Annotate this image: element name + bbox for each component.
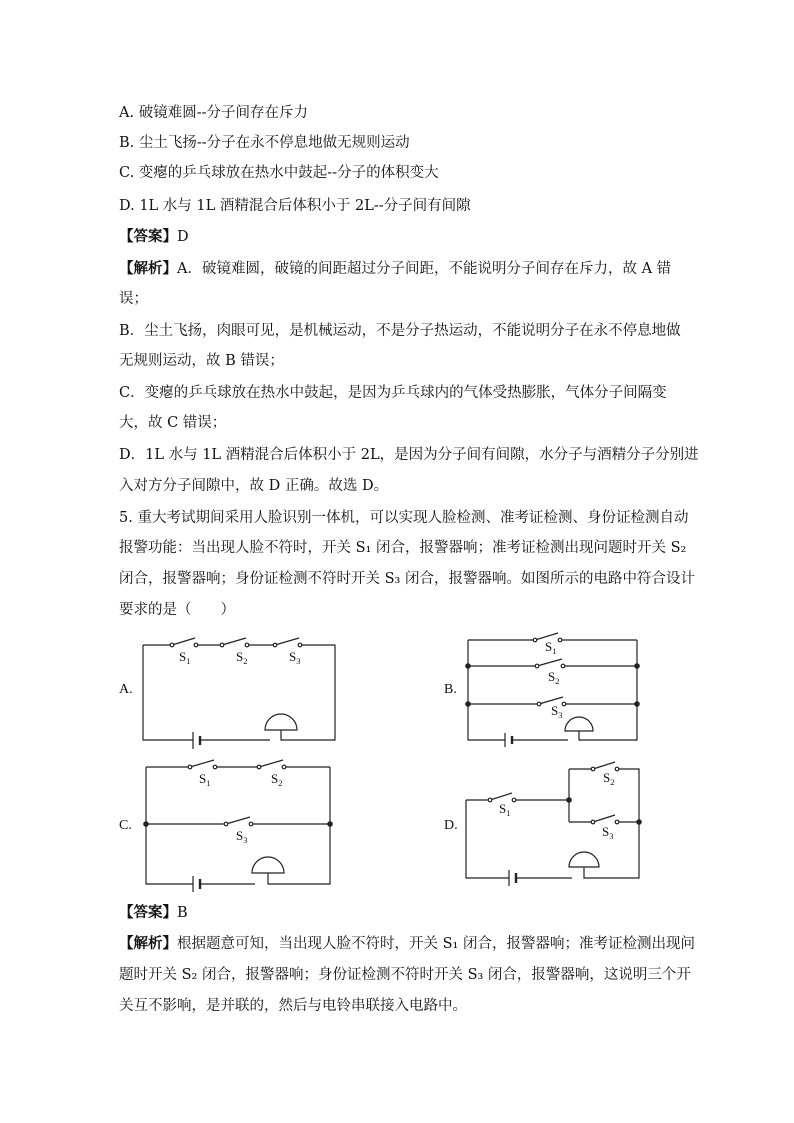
analysis-line: 误； [119,291,148,307]
analysis-line: B．尘土飞扬，肉眼可见，是机械运动，不是分子热运动，不能说明分子在永不停息地做 [119,323,681,339]
analysis-line: 题时开关 S₂ 闭合，报警器响；身份证检测不符时开关 S₃ 闭合，报警器响，这说明三个开 [119,967,691,983]
switch-label: $S_1$ [179,649,191,666]
switch-label: $S_3$ [289,649,301,666]
answer-line [119,903,188,923]
circuit-c [144,760,332,892]
switch-label: $S_3$ [602,824,614,841]
analysis-tag: 【解析】 [119,936,177,952]
option-label-c: C. [119,818,132,833]
analysis-line: D．1L 水与 1L 酒精混合后体积小于 2L，是因为分子间有间隙，水分子与酒精分子分别进 [119,447,699,463]
switch-label: $S_1$ [199,771,211,788]
switch-label: $S_2$ [603,770,615,787]
switch-label: $S_2$ [548,669,560,686]
analysis-line: C．变瘪的乒乓球放在热水中鼓起，是因为乒乓球内的气体受热膨胀，气体分子间隔变 [119,385,667,401]
answer-tag: 【答案】 [119,229,177,245]
answer-value: B [177,905,188,921]
answer-value: D [177,229,189,245]
switch-label: $S_1$ [499,801,511,818]
option-a: A. 破镜难圆--分子间存在斥力 [119,105,308,121]
analysis-text: A．破镜难圆，破镜的间距超过分子间距，不能说明分子间存在斥力，故 A 错 [177,261,672,277]
analysis-line: 关互不影响，是并联的，然后与电铃串联接入电路中。 [119,998,467,1014]
question-stem: 5. 重大考试期间采用人脸识别一体机，可以实现人脸检测、准考证检测、身份证检测自动 [119,510,689,526]
question-stem: 报警功能：当出现人脸不符时，开关 S₁ 闭合，报警器响；准考证检测出现问题时开关 S₂ [119,540,687,556]
option-label-d: D. [444,818,458,833]
switch-label: $S_2$ [271,771,283,788]
switch-label: $S_1$ [545,639,557,656]
answer-tag: 【答案】 [119,905,177,921]
analysis-line [119,934,695,954]
circuit-d [466,762,641,886]
analysis-text: 根据题意可知，当出现人脸不符时，开关 S₁ 闭合，报警器响；准考证检测出现问 [177,936,695,952]
analysis-line: 大，故 C 错误； [119,415,227,431]
analysis-line: 入对方分子间隙中，故 D 正确。故选 D。 [119,478,389,494]
analysis-tag: 【解析】 [119,261,177,277]
option-d: D. 1L 水与 1L 酒精混合后体积小于 2L--分子间有间隙 [119,198,471,214]
question-stem: 要求的是（ ） [119,602,235,618]
analysis-line: 无规则运动，故 B 错误； [119,353,284,369]
switch-label: $S_3$ [236,828,248,845]
option-b: B. 尘土飞扬--分子在永不停息地做无规则运动 [119,135,410,151]
option-c: C. 变瘪的乒乓球放在热水中鼓起--分子的体积变大 [119,165,439,181]
switch-label: $S_3$ [551,703,563,720]
question-stem: 闭合，报警器响；身份证检测不符时开关 S₃ 闭合，报警器响。如图所示的电路中符合设计 [119,571,695,587]
switch-label: $S_2$ [236,649,248,666]
option-label-b: B. [444,682,457,697]
option-label-a: A. [119,682,133,697]
